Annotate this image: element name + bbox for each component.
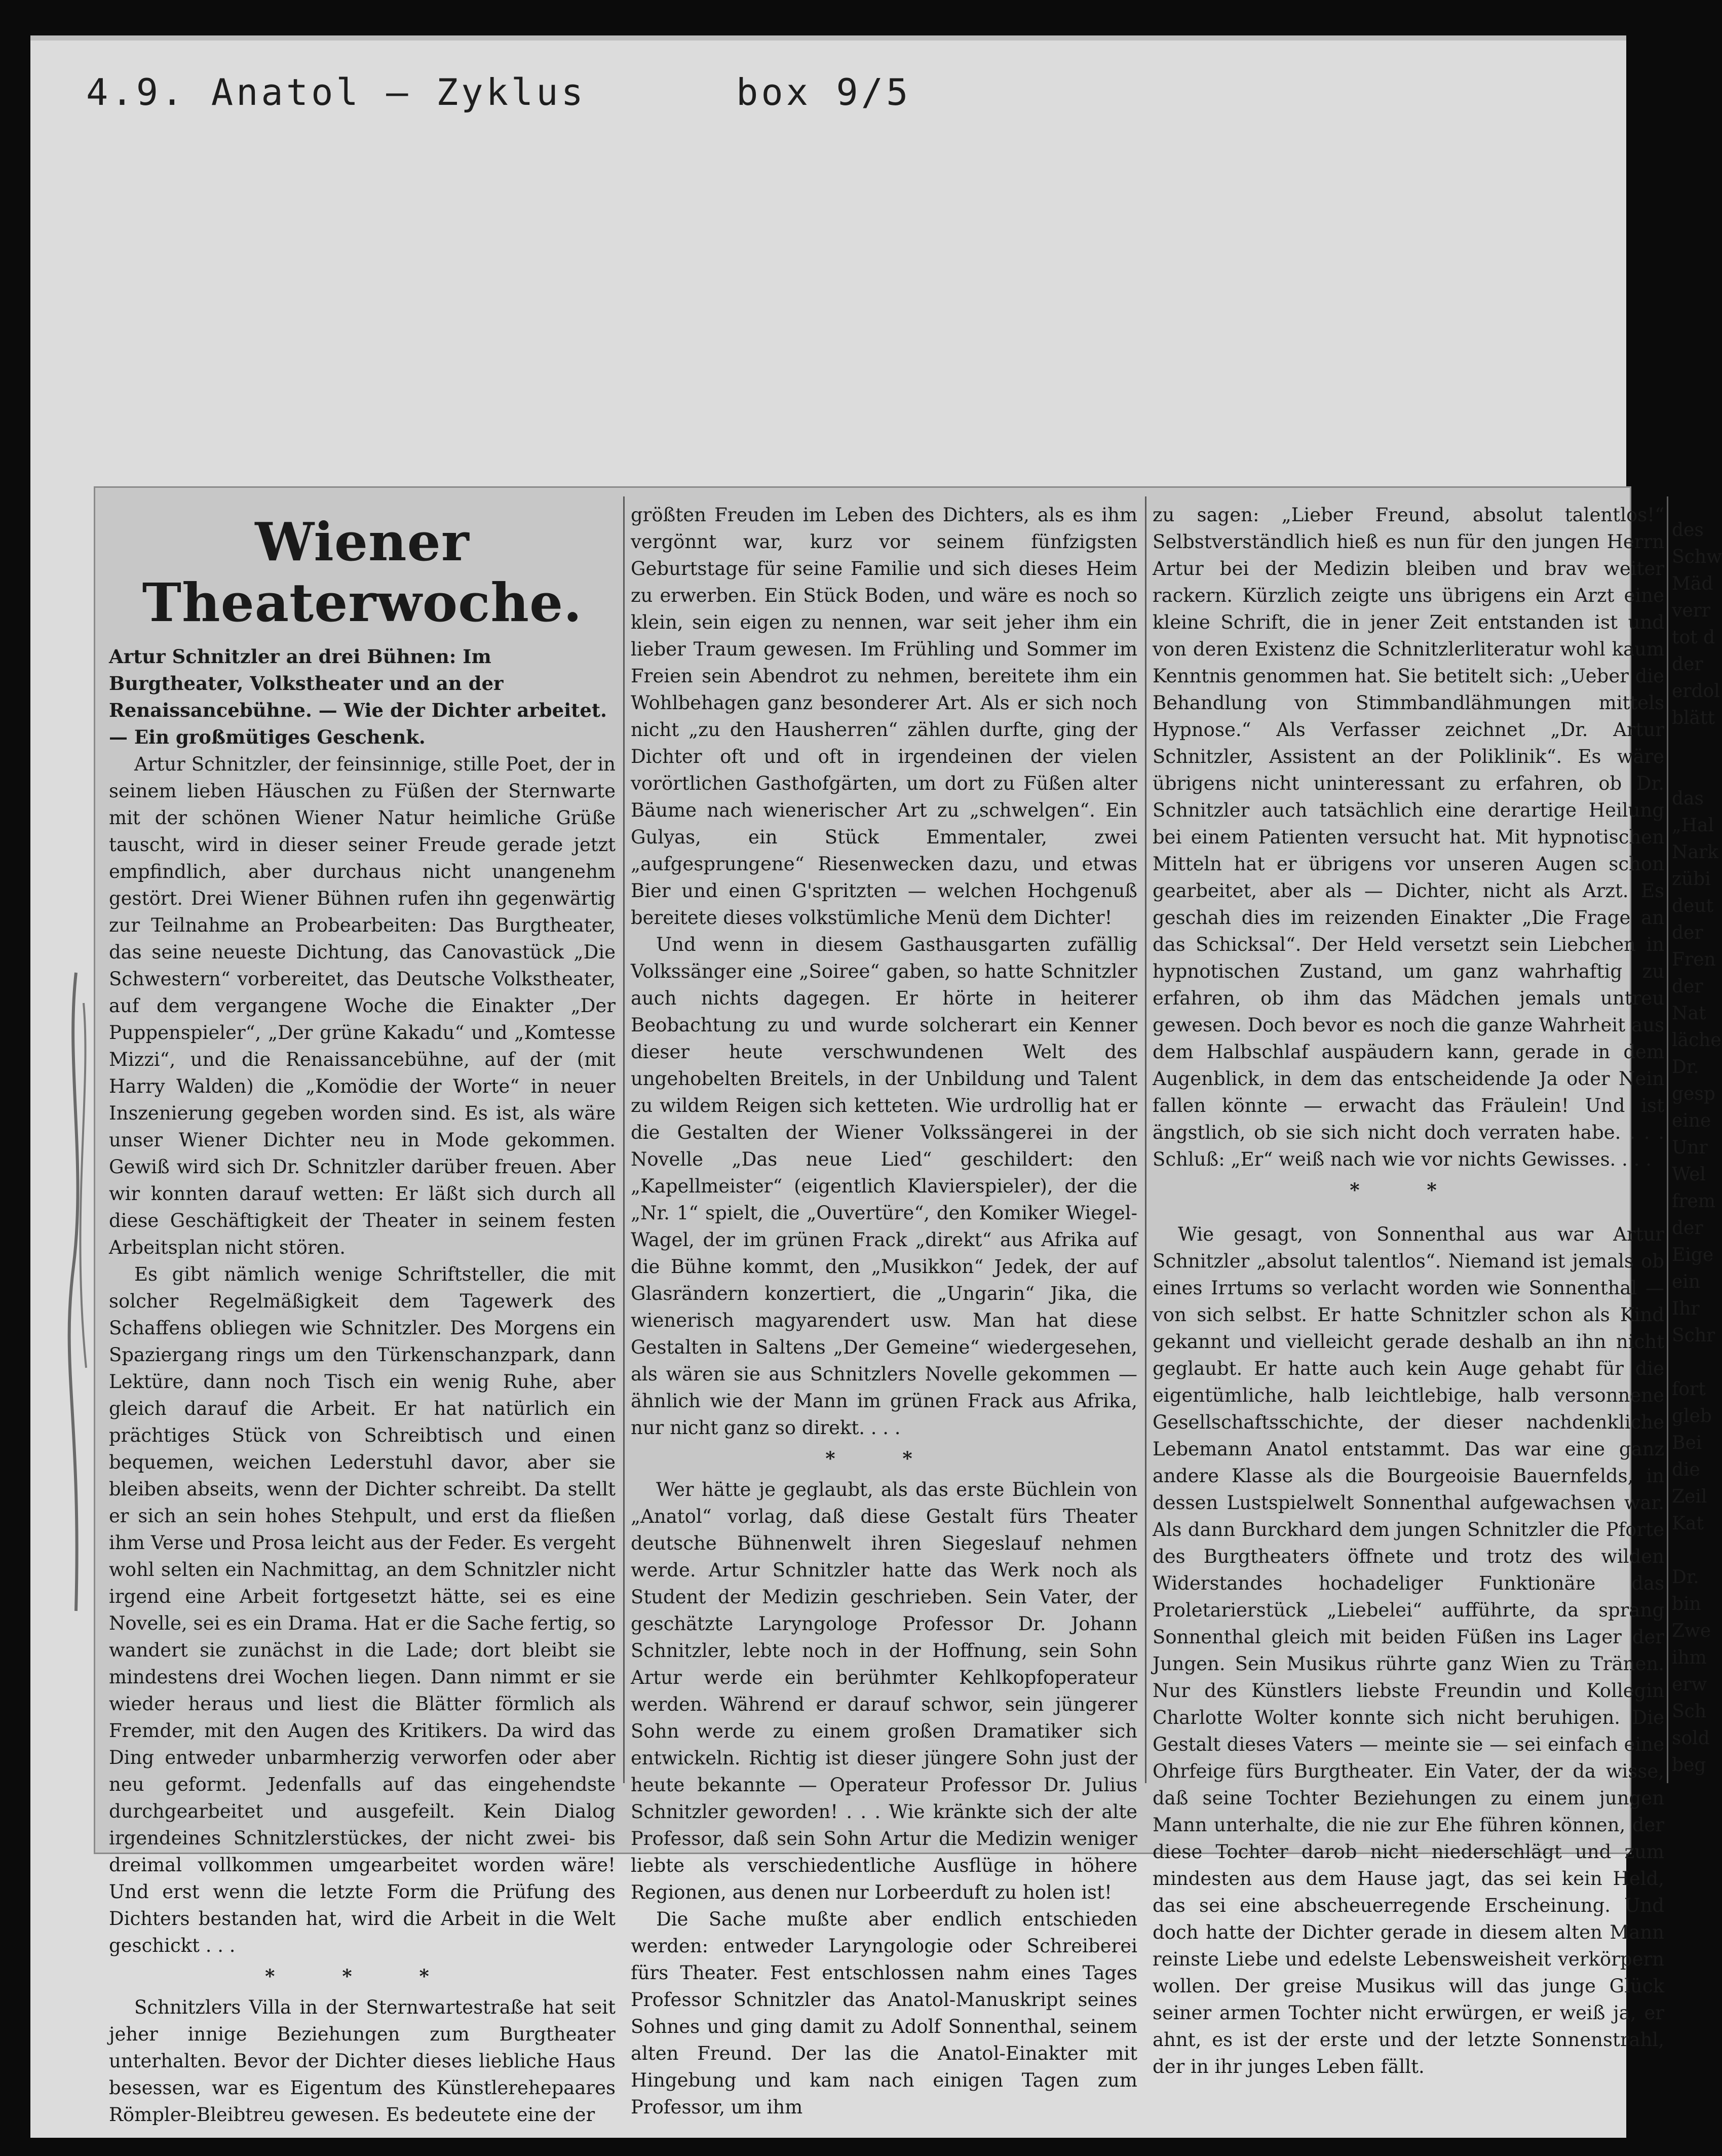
text-fragment: des — [1672, 520, 1704, 541]
text-fragment: Schw — [1672, 547, 1722, 567]
column-3-continued — [1153, 1221, 1664, 2077]
text-fragment: Mäd — [1672, 573, 1713, 594]
text-fragment: eine — [1672, 1110, 1711, 1131]
text-fragment — [1672, 732, 1712, 758]
newspaper-clipping — [94, 486, 1722, 2126]
text-fragment: Dr. — [1672, 1567, 1699, 1588]
text-fragment: Eige — [1672, 1245, 1714, 1265]
text-fragment: deut — [1672, 896, 1714, 916]
paragraph: Wie gesagt, von Sonnenthal aus war Artur Schnitzler „absolut talentlos“. Niemand ist jemals ob eines Irrtums so verlacht worden wie Sonnenthal — von sich selbst. Er hatte Schnitzler schon als Kind gekannt und vielleicht gerade deshalb an ihn nicht geglaubt. Er hatte auch kein Auge gehabt für die eigentümliche, halb leichtlebige, halb versonnene Gesellschaftsschichte, der dieser nachdenkliche Lebemann Anatol entstammt. Das war eine ganz andere Klasse als die Bourgeoisie Bauernfelds, in dessen Lustspielwelt Sonnenthal aufgewachsen war. Als dann Burckhard dem jungen Schnitzler die Pforte des Burgtheaters öffnete und trotz des wilden Widerstandes hochadeliger Funktionäre das Proletarierstück „Liebelei“ aufführte, da sprang Sonnenthal gleich mit beiden Füßen ins Lager der Jungen. Sein Musikus rührte ganz Wien zu Tränen. Nur des Künstlers liebste Freundin und Kollegin Charlotte Wolter konnte sich nicht beruhigen. Die Gestalt dieses Vaters — meinte sie — sei einfach eine Ohrfeige fürs Burgtheater. Ein Vater, der da wisse, daß seine Tochter Beziehungen zu einem jungen Mann unterhalte, die nie zur Ehe führen können, der diese Tochter darob nicht niederschlägt und zum mindesten aus dem Hause jagt, das sei kein Held, das sei eine abscheuerregende Erscheinung. Und doch hatte der Dichter gerade in diesem alten Mann reinste Liebe und edelste Lebensweisheit verkörpern wollen. Der greise Musikus will das junge Glück seiner armen Tochter nicht erwürgen, er weiß ja, er ahnt, es ist der erste und der letzte Sonnenstrahl, der in ihr junges Leben fällt. — [1153, 1223, 1664, 2077]
text-fragment: das — [1672, 788, 1704, 809]
text-fragment: Fren — [1672, 949, 1716, 970]
archive-label: 4.9. Anatol – Zyklus box 9/5 — [86, 71, 911, 113]
paragraph: Schnitzlers Villa in der Sternwartestraße hat seit jeher innige Beziehungen zum Burgtheater unterhalten. Bevor der Dichter dieses liebliche Haus besessen, war es Eigentum des Künstlerehepaares Römpler-Bleibtreu gewesen. Es bedeutete eine der — [109, 1996, 616, 2126]
text-fragment: der — [1672, 976, 1703, 997]
text-fragment: der — [1672, 654, 1703, 675]
column-rule — [1667, 496, 1668, 1783]
column-rule — [1145, 496, 1146, 1783]
paragraph: Und wenn in diesem Gasthausgarten zufällig Volkssänger eine „Soiree“ gaben, so hatte Schnitzler auch nichts dagegen. Er hörte in heiterer Beobachtung zu und wurde solcherart ein Kenner dieser heute verschwundenen Welt des ungehobelten Breitels, in der Unbildung und Talent zu wildem Reigen sich ketteten. Wie urdrollig hat er die Gestalten der Wiener Volkssängerei in der Novelle „Das neue Lied“ geschildert: den „Kapellmeister“ (eigentlich Klavierspieler), der die „Nr. 1“ spielt, die „Ouvertüre“, den Komiker Wiegel-Wagel, der im grünen Frack „direkt“ aus Afrika auf die Bühne kommt, den „Musikkon“ Jedek, der auf Glasrändern konzertiert, die „Ungarin“ Jika, die wienerisch magyarendert usw. Man hat diese Gestalten in Saltens „Der Gemeine“ wiedergesehen, als wären sie aus Schnitzlers Novelle gekommen — ähnlich wie der Mann im grünen Frack aus Afrika, nur nicht ganz so direkt. . . . — [631, 934, 1137, 1439]
text-fragment: Sch — [1672, 1701, 1707, 1722]
paragraph: größten Freuden im Leben des Dichters, als es ihm vergönnt war, kurz vor seinem fünfzigsten Geburtstage für seine Familie und sich dieses Heim zu erwerben. Ein Stück Boden, und wäre es noch so klein, sein eigen zu nennen, war seit jeher ihm ein lieber Traum gewesen. Im Frühling und Sommer im Freien sein Abendrot zu nehmen, bereitete ihm ein Wohlbehagen ganz besonderer Art. Als er sich noch nicht „zu den Hausherren“ zählen durfte, ging der Dichter oft und oft in irgendeinen der vielen vorörtlichen Gasthofgärten, um dort zu Füßen alter Bäume nach wienerischer Art zu „schwelgen“. Ein Gulyas, ein Stück Emmentaler, zwei „aufgesprungene“ Riesenwecken dazu, und etwas Bier und einen G'spritzten — welchen Hochgenuß bereitete dieses volkstümliche Menü dem Dichter! — [631, 504, 1137, 929]
text-fragment: tot d — [1672, 627, 1715, 648]
sheet-top-edge — [30, 30, 1626, 41]
text-fragment: Bei — [1672, 1433, 1702, 1453]
text-fragment: frem — [1672, 1191, 1715, 1212]
section-divider: * * — [1350, 1179, 1467, 1201]
text-fragment: fort — [1672, 1379, 1706, 1400]
column-rule — [623, 496, 625, 1783]
column-3 — [1153, 502, 1664, 1211]
text-fragment: Nat — [1672, 1003, 1706, 1024]
text-fragment: die — [1672, 1459, 1700, 1480]
text-fragment: gleb — [1672, 1406, 1712, 1427]
text-fragment: der — [1672, 922, 1703, 943]
section-divider: * * — [825, 1447, 943, 1470]
text-fragment: blätt — [1672, 708, 1715, 728]
text-fragment: erw — [1672, 1674, 1707, 1695]
text-fragment: Unr — [1672, 1137, 1708, 1158]
text-fragment: bin — [1672, 1594, 1701, 1614]
column-1 — [109, 507, 616, 2126]
text-fragment: Dr. — [1672, 1057, 1699, 1077]
text-fragment — [1672, 1537, 1712, 1564]
text-fragment: Ihr — [1672, 1298, 1700, 1319]
text-fragment: „Hal — [1672, 815, 1714, 836]
text-fragment — [1672, 1349, 1712, 1376]
text-fragment: Wel — [1672, 1164, 1706, 1185]
text-fragment: Zeil — [1672, 1486, 1707, 1507]
text-fragment: verr — [1672, 600, 1711, 621]
text-fragment: läche — [1672, 1030, 1721, 1051]
text-fragment: sold — [1672, 1728, 1710, 1749]
paragraph: zu sagen: „Lieber Freund, absolut talentlos!“ Selbstverständlich hieß es nun für den jungen Herrn Artur bei der Medizin bleiben und brav weiter rackern. Kürzlich zeigte uns übrigens ein Arzt eine kleine Schrift, die in jener Zeit entstanden ist und von deren Existenz die Schnitzlerliteratur wohl kaum Kenntnis genommen hat. Sie betitelt sich: „Ueber die Behandlung von Stimmbandlähmungen mittels Hypnose.“ Als Verfasser zeichnet „Dr. Artur Schnitzler, Assistent an der Poliklinik“. Es wäre übrigens nicht uninteressant zu erfahren, ob Dr. Schnitzler auch tatsächlich eine derartige Heilung bei einem Patienten versucht hat. Mit hypnotischen Mitteln hat er übrigens vor unseren Augen schon gearbeitet, aber als — Dichter, nicht als Arzt. Es geschah dies im reizenden Einakter „Die Frage an das Schicksal“. Der Held versetzt sein Liebchen in hypnotischen Zustand, um ganz wahrhaftig zu erfahren, ob ihm das Mädchen jemals untreu gewesen. Doch bevor es noch die ganze Wahrheit aus dem Halbschlaf auspäudern kann, gerade in dem Augenblick, in dem das entscheidende Ja oder Nein fallen könnte — erwacht das Fräulein! Und ist ängstlich, ob sie sich nicht doch verraten habe. . . . Schluß: „Er“ weiß nach wie vor nichts Gewisses. . . . — [1153, 504, 1664, 1170]
text-fragment — [1672, 758, 1712, 785]
paragraph: Die Sache mußte aber endlich entschieden werden: entweder Laryngologie oder Schreiberei fürs Theater. Fest entschlossen nahm eines Tages Professor Schnitzler das Anatol-Manuskript seines Sohnes und ging damit zu Adolf Sonnenthal, seinem alten Freund. Der las die Anatol-Einakter mit Hingebung und kam nach einigen Tagen zum Professor, um ihm — [631, 1908, 1137, 2118]
paragraph: Artur Schnitzler, der feinsinnige, stille Poet, der in seinem lieben Häuschen zu Füßen der Sternwarte mit der schönen Wiener Natur heimliche Grüße tauscht, wird in dieser seiner Freude gerade jetzt empfindlich, aber durchaus nicht unangenehm gestört. Drei Wiener Bühnen rufen ihn gegenwärtig zur Teilnahme an Probearbeiten: Das Burgtheater, das seine neueste Dichtung, das Canovastück „Die Schwestern“ vorbereitet, das Deutsche Volkstheater, auf dem vergangene Woche die Einakter „Der Puppenspieler“, „Der grüne Kakadu“ und „Komtesse Mizzi“, und die Renaissancebühne, auf der (mit Harry Walden) die „Komödie der Worte“ in neuer Inszenierung gegeben worden sind. Es ist, als wäre unser Wiener Dichter neu in Mode gekommen. Gewiß wird sich Dr. Schnitzler darüber freuen. Aber wir konnten darauf wetten: Er läßt sich durch all diese Geschäftigkeit der Theater in seinem festen Arbeitsplan nicht stören. — [109, 753, 616, 1258]
text-fragment: Schr — [1672, 1325, 1715, 1346]
headline: Wiener Theaterwoche. — [142, 511, 583, 634]
paragraph: Es gibt nämlich wenige Schriftsteller, die mit solcher Regelmäßigkeit dem Tagewerk des Schaffens obliegen wie Schnitzler. Des Morgens ein Spaziergang rings um den Türkenschanzpark, dann Lektüre, dann noch Tisch ein wenig Ruhe, aber gleich darauf die Arbeit. Er hat natürlich ein prächtiges Stück von Schreibtisch und einen bequemen, weichen Lederstuhl davor, aber sie bleiben abseits, wenn der Dichter schreibt. Da stellt er sich an sein hohes Stehpult, und erst da fließen ihm Verse und Prosa leicht aus der Feder. Es vergeht wohl selten ein Nachmittag, an dem Schnitzler nicht irgend eine Arbeit fortgesetzt hätte, sei es eine Novelle, sei es ein Drama. Hat er die Sache fertig, so wandert sie zunächst in die Lade; dort bleibt sie mindestens drei Wochen liegen. Dann nimmt er sie wieder heraus und liest die Blätter förmlich als Fremder, mit den Augen des Kritikers. Da wird das Ding entweder unbarmherzig verworfen oder aber neu geformt. Jedenfalls auf das eingehendste durchgearbeitet und ausgefeilt. Kein Dialog irgendeines Schnitzlerstückes, der nicht zwei- bis dreimal vollkommen umgearbeitet worden wäre! Und erst wenn die letzte Form die Prüfung des Dichters bestanden hat, wird die Arbeit in die Welt geschickt . . . — [109, 1263, 616, 1956]
text-fragment: Zwe — [1672, 1621, 1711, 1641]
subheadline: Artur Schnitzler an drei Bühnen: Im Burgtheater, Volkstheater und an der Renaissancebühne. — Wie der Dichter arbeitet. — Ein großmütiges Geschenk. — [109, 645, 607, 748]
section-divider: * * * — [265, 1965, 460, 1987]
column-2 — [631, 502, 1137, 2118]
paragraph: Wer hätte je geglaubt, als das erste Büchlein von „Anatol“ vorlag, daß diese Gestalt fürs Theater deutsche Bühnenwelt ihren Siegeslauf nehmen werde. Artur Schnitzler hatte das Werk noch als Student der Medizin geschrieben. Sein Vater, der geschätzte Laryngologe Professor Dr. Johann Schnitzler, lebte noch in der Hoffnung, sein Sohn Artur werde ein berühmter Kehlkopfoperateur werden. Während er darauf schwor, sein jüngerer Sohn werde zu einem großen Dramatiker sich entwickeln. Richtig ist dieser jüngere Sohn just der heute bekannte — Operateur Professor Dr. Julius Schnitzler geworden! . . . Wie kränkte sich der alte Professor, daß sein Sohn Artur die Medizin weniger liebte als verschiedentliche Ausflüge in höhere Regionen, aus denen nur Lorbeerduft zu holen ist! — [631, 1479, 1137, 1903]
text-fragment: gesp — [1672, 1084, 1715, 1104]
text-fragment: ein — [1672, 1272, 1701, 1292]
text-fragment: erdol — [1672, 681, 1720, 702]
text-fragment: der — [1672, 1218, 1703, 1239]
text-fragment: zübi — [1672, 869, 1711, 890]
text-fragment: beg — [1672, 1755, 1706, 1776]
text-fragment: Kat — [1672, 1513, 1704, 1534]
text-fragment: Nark — [1672, 842, 1718, 863]
column-4-cut-off — [1672, 517, 1722, 1783]
text-fragment: ihm — [1672, 1647, 1707, 1668]
